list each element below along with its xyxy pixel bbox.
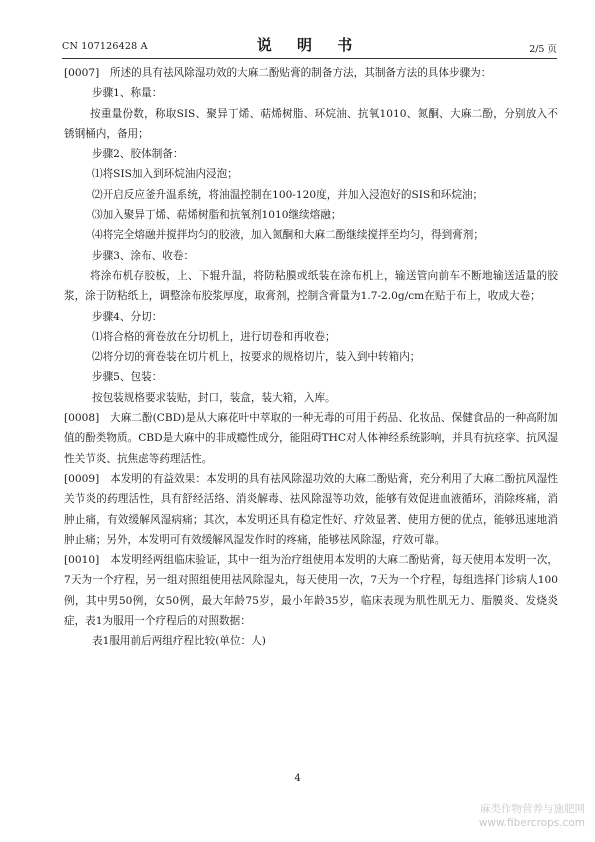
step-item: ⑵将分切的膏卷装在切片机上，按要求的规格切片，装入到中转箱内； <box>92 351 421 364</box>
paragraph-number: [0009] <box>64 472 100 485</box>
paragraph-text: 所述的具有祛风除湿功效的大麻二酚贴膏的制备方法，其制备方法的具体步骤为： <box>110 67 492 79</box>
paragraph-number: [0008] <box>64 412 100 425</box>
paragraph-text: 大麻二酚(CBD)是从大麻花叶中萃取的一种无毒的可用于药品、化妆品、保健食品的一种高附加值的酚类物质。CBD是大麻中的非成瘾性成分，能阻碍THC对人体神经系统影响，并具有抗痉挛、抗风湿性关节炎、抗焦虑等药理活性。 <box>64 412 558 465</box>
step-item: ⑷将完全熔融并搅拌均匀的胶液，加入氮酮和大麻二酚继续搅拌至均匀，得到膏剂； <box>92 229 484 242</box>
header-divider <box>62 58 557 59</box>
page-indicator: 2/5 页 <box>529 44 557 55</box>
step-text: 将涂布机存胶板，上、下辊升温，将防粘膜或纸装在涂布机上，输送管向前车不断地输送适量的胶浆，涂于防粘纸上，调整涂布胶浆厚度，取膏剂，控制含膏量为1.7-2.0g/cm在贴于布上，收成大卷； <box>64 269 558 303</box>
step-title: 步骤1、称量： <box>92 87 163 100</box>
table-caption: 表1服用前后两组疗程比较(单位：人) <box>92 635 266 648</box>
patent-number: CN 107126428 A <box>62 41 148 52</box>
paragraph-0009 <box>64 469 558 550</box>
step-item: ⑵开启反应釜升温系统，将油温控制在100-120度，并加入浸泡好的SIS和环烷油； <box>92 188 484 201</box>
step-title: 步骤2、胶体制备： <box>92 148 184 161</box>
watermark-url: www.fibercrops.com <box>478 817 585 829</box>
paragraph-number: [0010] <box>64 554 100 567</box>
paragraph-0010 <box>64 550 558 631</box>
paragraph-0008 <box>64 408 558 469</box>
document-title: 说 明 书 <box>256 36 363 54</box>
document-body <box>64 63 558 652</box>
step-title: 步骤4、分切： <box>92 310 163 323</box>
paragraph-text: 本发明的有益效果：本发明的具有祛风除湿功效的大麻二酚贴膏，充分利用了大麻二酚抗风湿性关节炎的药理活性，具有舒经活络、消炎解毒、祛风除湿等功效，能够有效促进血液循环，消除疼痛，消肿止痛，有效缓解风湿病痛；其次，本发明还具有稳定性好、疗效显著、使用方便的优点，能够迅速地消肿止痛；另外，本发明可有效缓解风湿发作时的疼痛，能够祛风除湿，疗效可靠。 <box>64 472 558 546</box>
page-header <box>62 34 557 56</box>
step-item: ⑶加入聚异丁烯、萜烯树脂和抗氧剂1010继续熔融； <box>92 209 342 222</box>
step-title: 步骤3、涂布、收卷： <box>92 249 195 262</box>
step-item: ⑴将SIS加入到环烷油内浸泡； <box>92 168 238 181</box>
step-text: 按包装规格要求装贴，封口，装盒，装大箱，入库。 <box>92 391 336 404</box>
paragraph-number: [0007] <box>64 67 100 79</box>
paragraph-text: 本发明经两组临床验证，其中一组为治疗组使用本发明的大麻二酚贴膏，每天使用本发明一次，7天为一个疗程，另一组对照组使用祛风除湿丸，每天使用一次，7天为一个疗程，每组选择门诊病人100例，其中男50例，女50例，最大年龄75岁，最小年龄35岁，临床表现为肌性肌无力、脂膜炎、发烧炎症，表1为服用一个疗程后的对照数据： <box>64 554 558 628</box>
step-title: 步骤5、包装： <box>92 371 163 384</box>
step-item: ⑴将合格的膏卷放在分切机上，进行切卷和再收卷； <box>92 330 336 343</box>
page-number: 4 <box>294 773 301 784</box>
watermark-site-name: 麻类作物营养与施肥网 <box>480 803 585 815</box>
paragraph-0007 <box>64 63 558 83</box>
watermark <box>479 802 585 830</box>
step-text: 按重量份数，称取SIS、聚异丁烯、萜烯树脂、环烷油、抗氧1010、氮酮、大麻二酚，分别放入不锈钢桶内，备用； <box>64 107 558 140</box>
